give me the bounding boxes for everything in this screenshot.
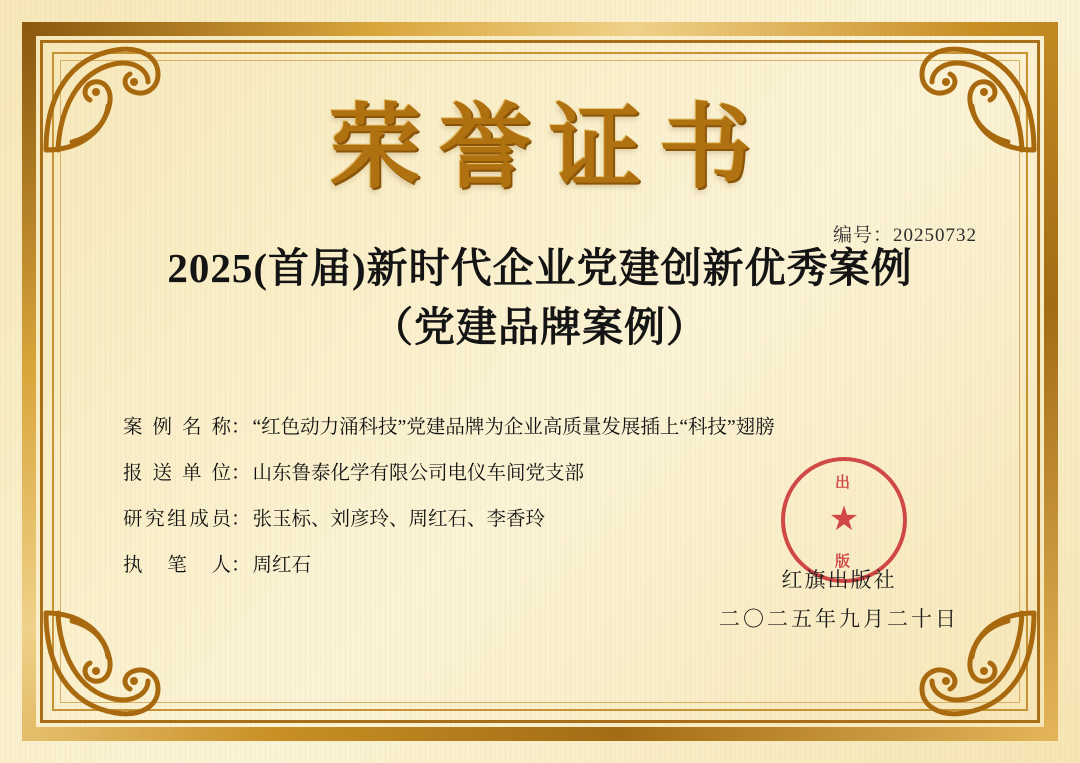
field-value-research-members: 张玉标、刘彦玲、周红石、李香玲 <box>252 509 546 531</box>
serial-label: 编号： <box>832 225 893 246</box>
issue-date: 二〇二五年九月二十日 <box>719 607 959 632</box>
field-value-submitting-unit: 山东鲁泰化学有限公司电仪车间党支部 <box>252 463 585 485</box>
field-colon: ： <box>231 554 251 576</box>
field-colon: ： <box>231 463 251 485</box>
award-title-line1: 2025(首届)新时代企业党建创新优秀案例 <box>167 244 913 291</box>
issuer-name: 红旗出版社 <box>781 568 897 593</box>
serial-value: 20250732 <box>893 225 977 246</box>
field-label-submitting-unit: 报送单位 <box>123 463 231 485</box>
field-row <box>123 405 1005 451</box>
field-value-author: 周红石 <box>252 554 312 576</box>
award-title-line2: （党建品牌案例） <box>372 304 708 351</box>
certificate-serial <box>833 220 977 247</box>
field-label-research-members: 研究组成员 <box>123 509 231 531</box>
field-label-author: 执笔人 <box>123 554 231 576</box>
field-label-case-name: 案例名称 <box>123 417 231 439</box>
seal-text-top: 出 <box>834 475 853 491</box>
certificate-content <box>75 72 1005 691</box>
seal-star-icon: ★ <box>828 501 860 538</box>
signature-block <box>719 561 959 639</box>
seal-text-bottom: 版 <box>834 554 853 570</box>
field-colon: ： <box>231 417 251 439</box>
certificate-main-title: 荣誉证书 <box>328 97 769 199</box>
field-colon: ： <box>231 509 251 531</box>
award-title <box>75 239 1005 358</box>
field-value-case-name: “红色动力涌科技”党建品牌为企业高质量发展插上“科技”翅膀 <box>252 417 775 439</box>
